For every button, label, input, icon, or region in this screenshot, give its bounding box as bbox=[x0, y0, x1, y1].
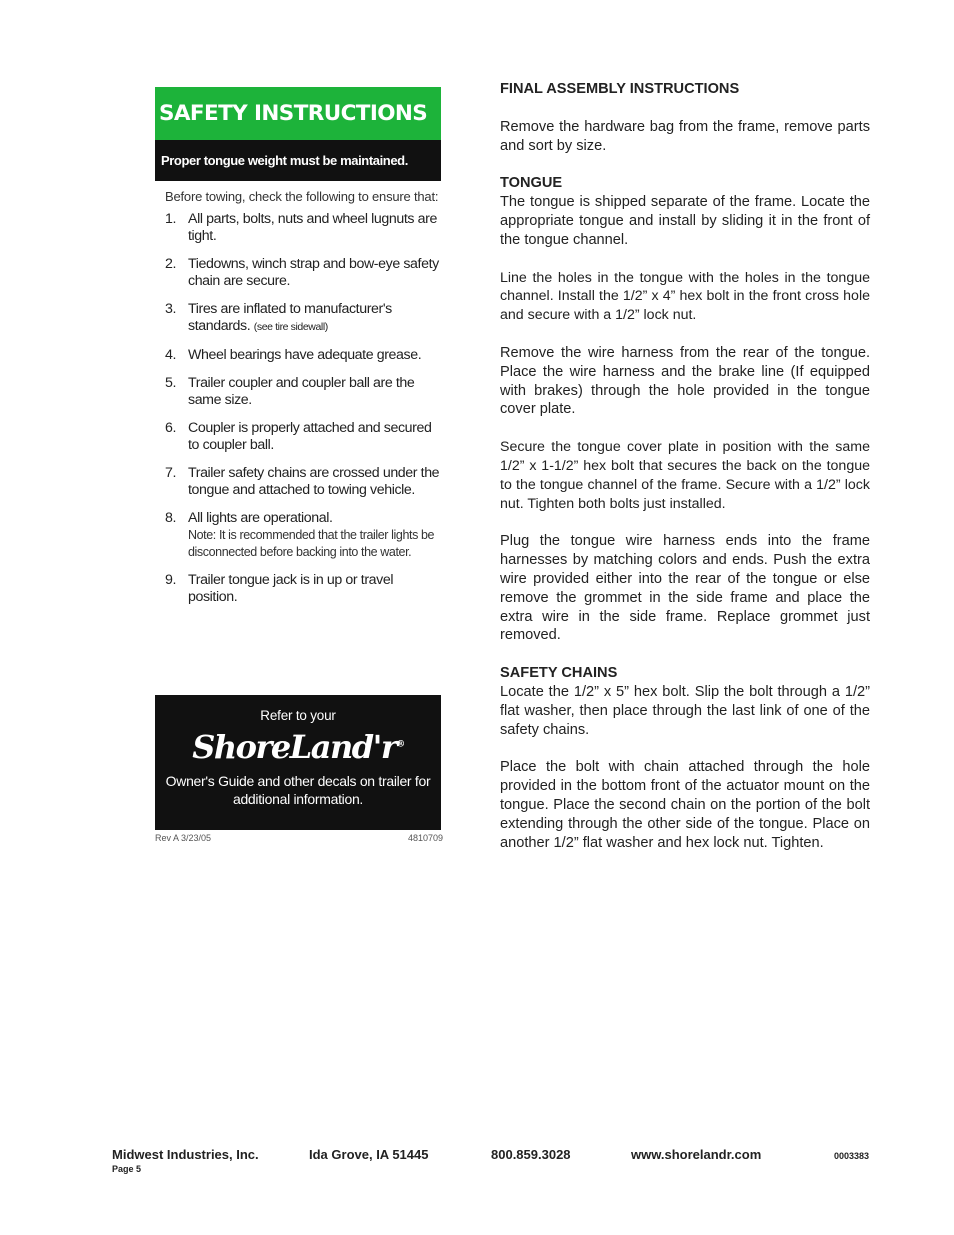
chains-paragraph-1: Locate the 1/2” x 5” hex bolt. Slip the bolt through a 1/2” flat washer, then place through the last link of one of the safety chains. bbox=[500, 683, 870, 738]
decal-title: SAFETY INSTRUCTIONS bbox=[159, 101, 428, 126]
footer-phone: 800.859.3028 bbox=[491, 1147, 571, 1162]
decal-note: Note: It is recommended that the trailer lights be disconnected before backing into the water. bbox=[188, 528, 435, 559]
shorelandr-logo: ShoreLand'r® bbox=[192, 728, 404, 766]
tongue-paragraph-5: Plug the tongue wire harness ends into the frame harnesses by matching colors and ends. Push the extra wire provided either into the rear of the tongue or else remove the grommet in the side frame and place the extra wire in the side frame. Replace grommet just removed. bbox=[500, 533, 870, 644]
list-item: 4. Wheel bearings have adequate grease. bbox=[165, 347, 422, 363]
intro-paragraph: Remove the hardware bag from the frame, remove parts and sort by size. bbox=[500, 118, 870, 154]
footer-website: www.shorelandr.com bbox=[631, 1147, 762, 1162]
list-item: 8. All lights are operational. Note: It is recommended that the trailer lights be disconnected before backing into the water. bbox=[165, 510, 435, 559]
decal-part-number: 4810709 bbox=[407, 833, 443, 843]
footer-company: Midwest Industries, Inc. bbox=[112, 1147, 259, 1162]
list-item: 6. Coupler is properly attached and secured to coupler ball. bbox=[165, 420, 432, 453]
decal-title-bar bbox=[155, 87, 441, 140]
decal-intro: Before towing, check the following to ensure that: bbox=[165, 189, 439, 204]
tongue-paragraph-3: Remove the wire harness from the rear of the tongue. Place the wire harness and the brake line (If equipped with brakes) through the hole provided in the tongue cover plate. bbox=[500, 344, 870, 418]
footer-city: Ida Grove, IA 51445 bbox=[309, 1147, 429, 1162]
safety-decal bbox=[155, 87, 443, 843]
decal-brand-panel bbox=[155, 695, 441, 830]
footer-doc-code: 0003383 bbox=[834, 1151, 870, 1161]
decal-item-small: (see tire sidewall) bbox=[253, 321, 328, 333]
list-item: 7. Trailer safety chains are crossed under the tongue and attached to towing vehicle. bbox=[165, 465, 440, 498]
tongue-heading: TONGUE bbox=[500, 175, 563, 192]
chains-paragraph-2: Place the bolt with chain attached through the hole provided in the bottom front of the actuator mount on the tongue. Place the second chain on the portion of the bolt extending through the other side of the tongue. Place on another 1/2” flat washer and hex lock nut. Tighten. bbox=[500, 759, 870, 851]
decal-footer bbox=[155, 833, 443, 843]
safety-chains-heading: SAFETY CHAINS bbox=[500, 665, 618, 682]
decal-subtitle-bar bbox=[155, 140, 441, 181]
list-item: 3. Tires are inflated to manufacturer's standards. (see tire sidewall) bbox=[165, 301, 392, 334]
tongue-paragraph-2: Line the holes in the tongue with the holes in the tongue channel. Install the 1/2” x 4” hex bolt in the front cross hole and secure with a 1/2” lock nut. bbox=[500, 269, 870, 324]
footer-page-number: Page 5 bbox=[112, 1164, 142, 1174]
tongue-paragraph-1: The tongue is shipped separate of the frame. Locate the appropriate tongue and install by sliding it in the front of the tongue channel. bbox=[500, 194, 870, 248]
decal-rev: Rev A 3/23/05 bbox=[155, 833, 212, 843]
list-item: 2. Tiedowns, winch strap and bow-eye safety chain are secure. bbox=[165, 256, 439, 289]
decal-owner-guide: Owner's Guide and other decals on trailer for additional information. bbox=[165, 773, 431, 807]
decal-refer: Refer to your bbox=[260, 708, 336, 723]
list-item: 9. Trailer tongue jack is in up or travel position. bbox=[165, 572, 394, 605]
list-item: 1. All parts, bolts, nuts and wheel lugnuts are tight. bbox=[165, 211, 437, 244]
tongue-paragraph-4: Secure the tongue cover plate in position with the same 1/2” x 1-1/2” hex bolt that secures the back on the tongue to the tongue channel of the frame. Secure with a 1/2” lock nut. Tighten both bolts just installed. bbox=[500, 439, 870, 512]
list-item: 5. Trailer coupler and coupler ball are the same size. bbox=[165, 375, 415, 408]
page-title: FINAL ASSEMBLY INSTRUCTIONS bbox=[500, 81, 740, 97]
instructions-column bbox=[500, 80, 870, 852]
decal-checklist bbox=[155, 211, 441, 606]
decal-subtitle: Proper tongue weight must be maintained. bbox=[161, 153, 408, 168]
